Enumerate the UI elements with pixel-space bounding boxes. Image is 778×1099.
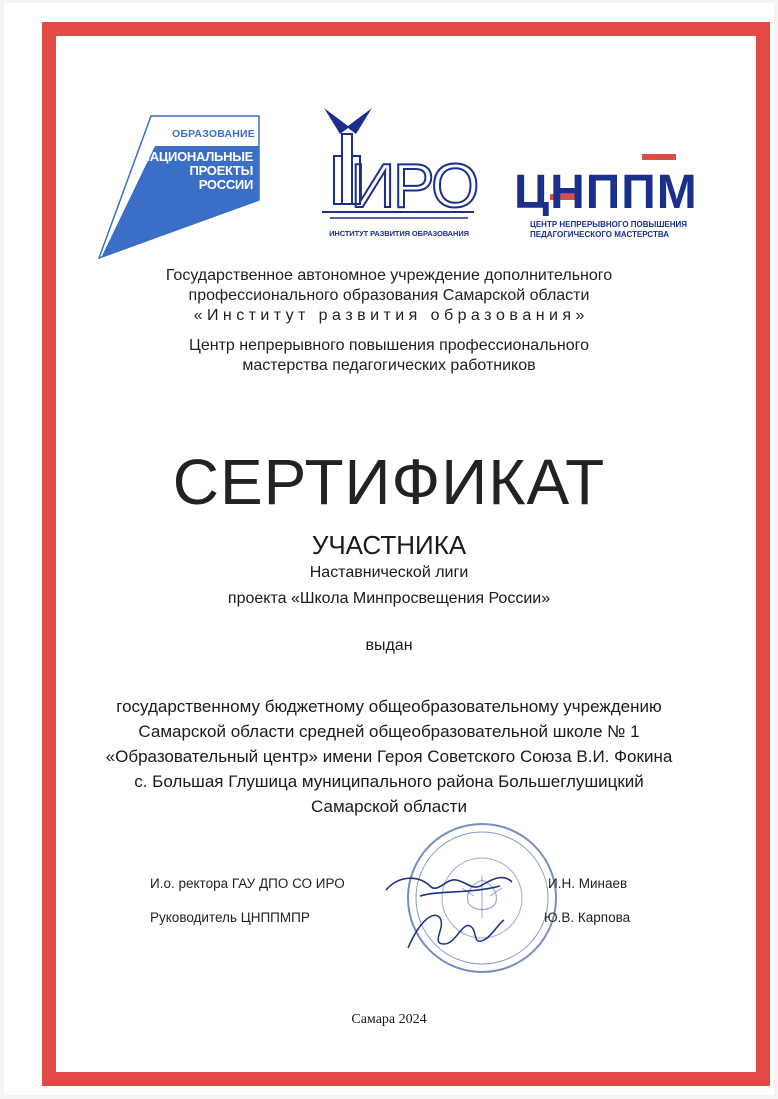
np-top-label: ОБРАЗОВАНИЕ [172,128,255,140]
signature-position-head: Руководитель ЦНППМПР [150,910,310,925]
recipient-line-4: с. Большая Глушица муниципального района Большеглушицкий [134,772,644,791]
signature-scribble-head [400,900,510,960]
org-line-2: профессионального образования Самарской области [188,287,590,304]
recipient-line-5: Самарской области [311,797,467,816]
recipient-line-3: «Образовательный центр» имени Героя Советского Союза В.И. Фокина [105,747,673,766]
place-and-year: Самара 2024 [351,1012,427,1027]
signature-name-rector: И.Н. Минаев [548,876,628,891]
signature-name-head: Ю.В. Карпова [544,910,631,925]
np-line-1: НАЦИОНАЛЬНЫЕ [140,149,253,164]
recipient-line-1: государственному бюджетному общеобразовательному учреждению [116,697,662,716]
iro-caption: ИНСТИТУТ РАЗВИТИЯ ОБРАЗОВАНИЯ [329,229,469,238]
iro-mark: ИРО [350,152,478,221]
np-line-3: РОССИИ [198,177,253,192]
cnppm-emblem [510,150,740,216]
iro-logo [318,104,478,238]
cnppm-caption-line-2: ПЕДАГОГИЧЕСКОГО МАСТЕРСТВА [530,230,670,239]
cnppm-caption-line-1: ЦЕНТР НЕПРЕРЫВНОГО ПОВЫШЕНИЯ [530,220,687,229]
certificate-subtitle: УЧАСТНИКА [311,530,467,560]
org-line-3: « И н с т и т у т р а з в и т и я о б р а з о в а н и я » [193,307,585,324]
center-line-2: мастерства педагогических работников [242,357,536,374]
league-line: Наставнической лиги [309,564,469,581]
cnppm-logo [510,150,740,245]
center-line-1: Центр непрерывного повышения профессионального [189,337,589,354]
project-line: проекта «Школа Минпросвещения России» [227,590,551,607]
cnppm-mark: ЦНППМ [514,166,698,216]
cnppm-caption [530,220,687,240]
recipient-line-2: Самарской области средней общеобразовательной школе № 1 [138,722,640,741]
certificate-title: СЕРТИФИКАТ [172,446,606,518]
np-line-2: ПРОЕКТЫ [189,163,253,178]
issued-label: выдан [365,637,413,654]
np-title [141,150,253,192]
iro-emblem [318,104,478,226]
org-line-1: Государственное автономное учреждение дополнительного [165,267,613,284]
signature-position-rector: И.о. ректора ГАУ ДПО СО ИРО [150,876,345,891]
national-projects-logo [93,112,263,262]
